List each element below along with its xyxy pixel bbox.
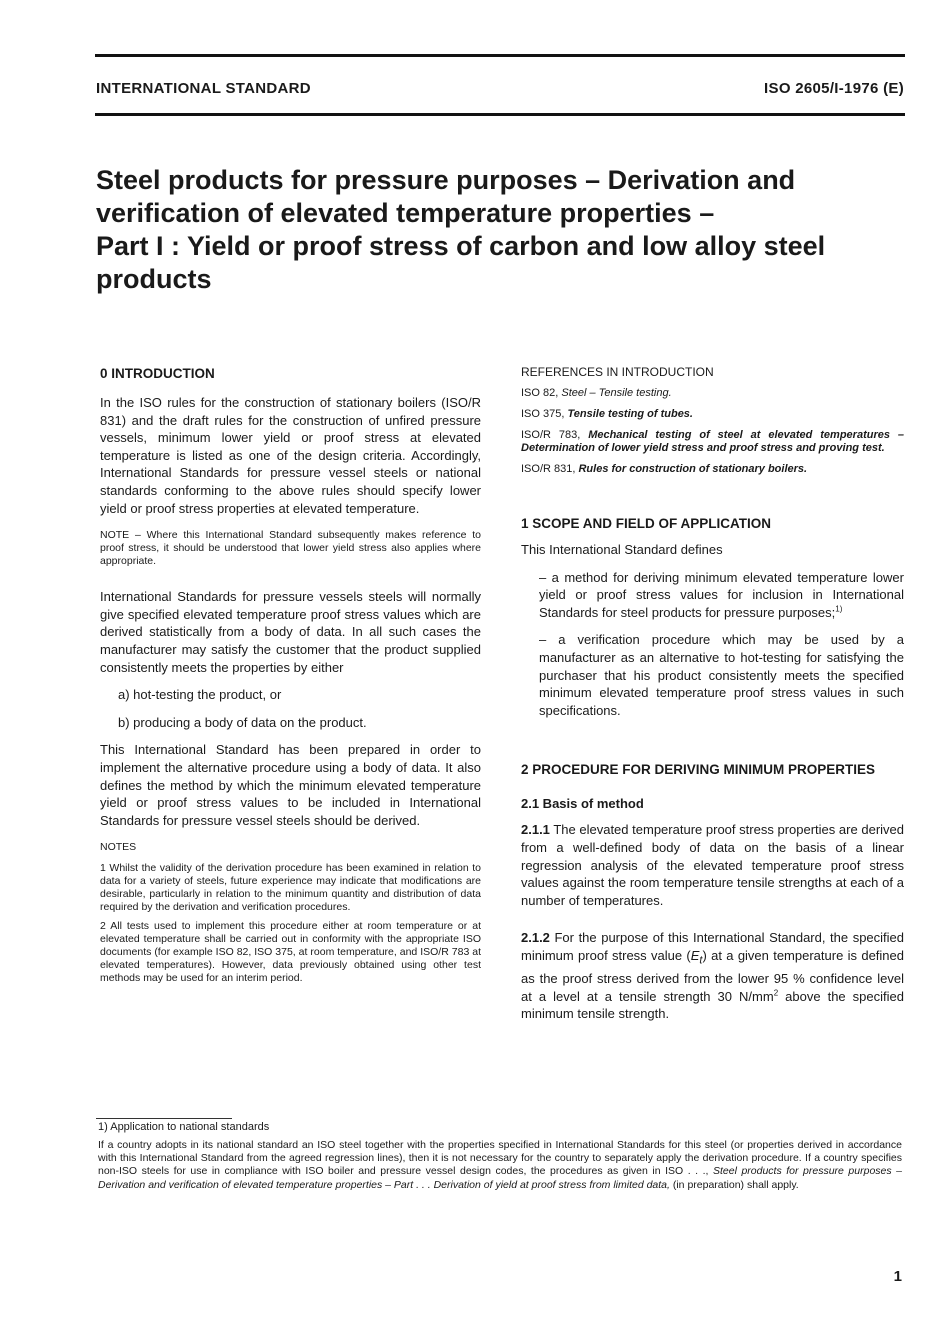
clause-text: above the specified minimum tensile strength. [521,988,904,1022]
scope-item [521,569,904,622]
footnote-rule [96,1118,232,1119]
header-rule [95,113,905,116]
intro-heading: 0 INTRODUCTION [100,366,215,381]
note-2: 2 All tests used to implement this procedure either at room temperature or at elevated temperature shall be carried out in conformity with the appropriate ISO documents (for example ISO 82, ISO 375, at room temperature, and ISO/R 783 at elevated temperatures). However, data previously obtained using other test methods may be used for an interim period. [100,920,481,985]
references-heading: REFERENCES IN INTRODUCTION [521,365,714,379]
list-item-b: b) producing a body of data on the product. [118,714,367,730]
document-title [96,164,886,296]
title-line: Steel products for pressure purposes – Derivation and [96,165,796,195]
reference-code: ISO/R 783, [521,429,589,441]
clause-text: ) at a given temperature is defined as the proof stress derived from the lower 95 % confidence level at a level at a tensile strength 30 N/mm [521,947,905,1004]
subsection-heading: 2.1 Basis of method [521,796,644,812]
reference-code: ISO 82, [521,387,562,399]
title-line: verification of elevated temperature properties – [96,198,715,228]
reference-item [521,387,904,400]
footnote-part: If a country adopts in its national standard an ISO steel together with the properties specified in International Standards for this steel (or properties derived in accordance with this International Standard from the agreed regression lines), then it is not necessary for the country to separately apply the derivation procedure. If a country specifies non-ISO steels for use in compliance with ISO boiler and pressure vessel design codes, the procedures as given in ISO . . ., [98,1139,902,1178]
page-number: 1 [893,1268,902,1285]
note-1: 1 Whilst the validity of the derivation procedure has been examined in relation to data for a variety of steels, future experience may indicate that modifications are desirable, particularly in relation to the minimum quantity and distribution of data required by the derivation and verification procedures. [100,862,481,914]
footnote-marker: 1) [835,604,843,614]
reference-title: Steel – Tensile testing. [561,387,672,399]
footnote-citation: Steel products for pressure purposes – Derivation and verification of elevated temperature properties – Part . . . Derivation of yield at proof stress from limited data, [98,1165,902,1191]
reference-item [521,408,904,421]
doc-number: ISO 2605/I-1976 (E) [764,80,904,97]
top-rule [95,54,905,57]
reference-title: Mechanical testing of steel at elevated temperatures – Determination of lower yield stress and proof stress and proving test. [521,429,904,454]
footnote-part: (in preparation) shall apply. [669,1178,799,1191]
right-column [521,366,904,1023]
intro-paragraph: This International Standard has been prepared in order to implement the alternative procedure using a body of data. It also defines the method by which the minimum elevated temperature yield or proof stress values to be included in International Standards for pressure vessel steels should be derived. [100,742,481,828]
scope-item: – a verification procedure which may be used by a manufacturer as an alternative to hot-testing for satisfying the purchaser that his product consistently meets the specified minimum elevated temperature proof stress values in such specifications. [539,632,904,718]
title-line: Part I : Yield or proof stress of carbon and low alloy steel [96,231,826,261]
clause-text: For the purpose of this International Standard, the specified minimum proof stress value ( [521,930,904,963]
intro-note: NOTE – Where this International Standard subsequently makes reference to proof stress, it should be understood that lower yield stress also applies where appropriate. [100,529,481,568]
title-line: products [96,264,212,294]
footnote-heading: 1) Application to national standards [98,1121,270,1133]
intro-paragraph: In the ISO rules for the construction of stationary boilers (ISO/R 831) and the draft rules for the construction of unfired pressure vessels, minimum lower yield or proof stress at elevated temperature is listed as one of the design criteria. Accordingly, International Standards for pressure vessel steels or national standards conforming to the above rules should specify lower yield or proof stress properties at elevated temperature. [100,395,481,516]
symbol: E [690,947,700,963]
unit-exponent: 2 [773,988,779,998]
notes-label: NOTES [100,841,137,854]
reference-title: Rules for construction of stationary boilers. [578,463,808,475]
clause-number: 2.1.1 [521,822,550,838]
reference-code: ISO/R 831, [521,463,579,475]
clause-2-1-2 [521,929,904,1023]
procedure-heading: 2 PROCEDURE FOR DERIVING MINIMUM PROPERTIES [521,762,876,778]
scope-item-text: – a method for deriving minimum elevated temperature lower yield or proof stress values for inclusion in International Standards for steel products for pressure purposes; [539,569,904,620]
list-item-a: a) hot-testing the product, or [118,687,282,703]
reference-code: ISO 375, [521,408,568,420]
intro-paragraph: International Standards for pressure vessels steels will normally give specified elevated temperature proof stress values which are derived statistically from a body of data. In all such cases the manufacturer may satisfy the customer that the product supplied consistently meets the properties by either [100,589,481,675]
reference-item [521,463,904,476]
clause-number: 2.1.2 [521,930,550,946]
scope-lead: This International Standard defines [521,542,723,557]
scope-heading: 1 SCOPE AND FIELD OF APPLICATION [521,516,772,531]
reference-item [521,429,904,455]
clause-text: The elevated temperature proof stress properties are derived from a well-defined body of data on the basis of a linear regression analysis of the elevated temperature proof stress values against the room temperature tensile strengths at each of a number of temperatures. [521,822,904,908]
symbol-subscript: t [699,954,703,967]
reference-title: Tensile testing of tubes. [567,408,693,420]
left-column [100,366,481,985]
doc-type-label: INTERNATIONAL STANDARD [96,80,311,97]
footnote-text [98,1139,902,1192]
clause-2-1-1 [521,821,904,909]
